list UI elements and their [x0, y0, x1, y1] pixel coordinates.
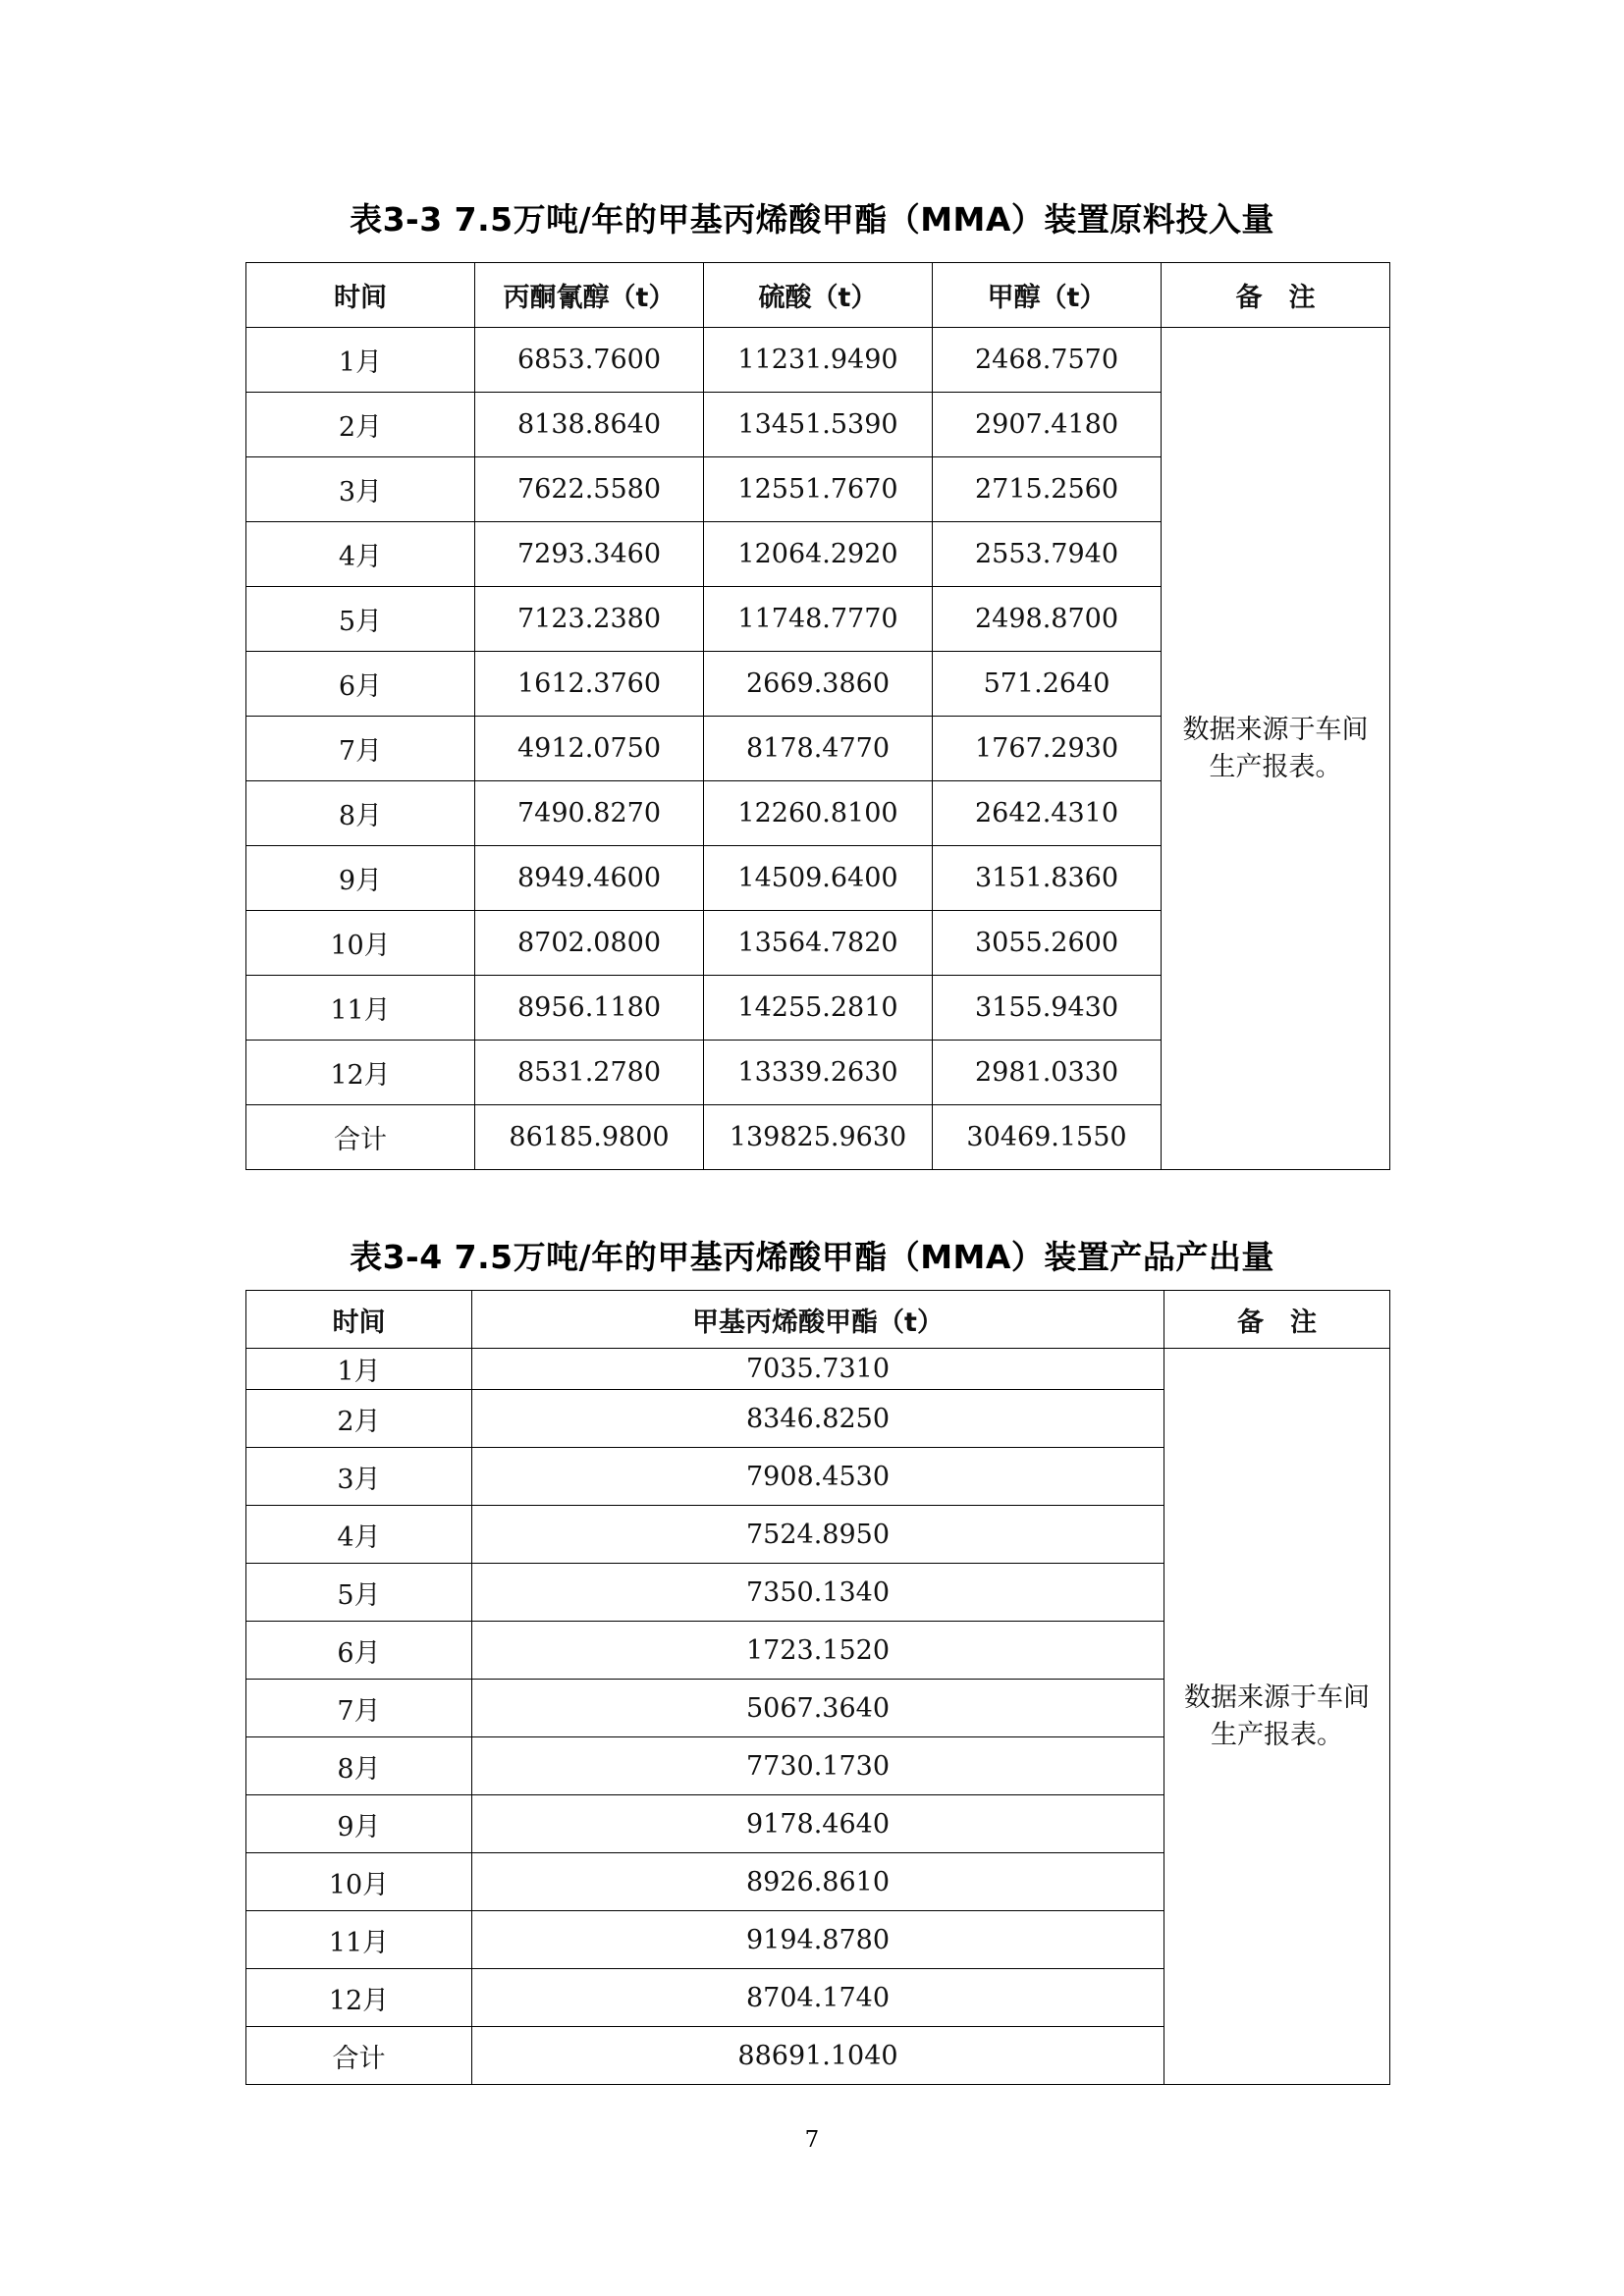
raw-material-input-table	[245, 262, 1390, 1170]
sulfuric-acid-cell: 11231.9490	[704, 328, 933, 393]
header-methanol: 甲醇（t）	[933, 263, 1162, 328]
methanol-cell: 2498.8700	[933, 587, 1162, 652]
sulfuric-acid-cell: 13451.5390	[704, 393, 933, 457]
methanol-cell: 3151.8360	[933, 846, 1162, 911]
sulfuric-acid-cell: 13564.7820	[704, 911, 933, 976]
header-mma: 甲基丙烯酸甲酯（t）	[472, 1291, 1164, 1349]
acetone-cyanohydrin-cell: 8949.4600	[475, 846, 704, 911]
methanol-cell: 30469.1550	[933, 1105, 1162, 1170]
header-acetone-cyanohydrin: 丙酮氰醇（t）	[475, 263, 704, 328]
methanol-cell: 3055.2600	[933, 911, 1162, 976]
mma-output-cell: 7035.7310	[472, 1349, 1164, 1390]
acetone-cyanohydrin-cell: 86185.9800	[475, 1105, 704, 1170]
methanol-cell: 3155.9430	[933, 976, 1162, 1041]
sulfuric-acid-cell: 12260.8100	[704, 781, 933, 846]
month-cell: 8月	[246, 1737, 472, 1795]
month-cell: 7月	[246, 717, 475, 781]
month-cell: 合计	[246, 1105, 475, 1170]
month-cell: 11月	[246, 976, 475, 1041]
methanol-cell: 1767.2930	[933, 717, 1162, 781]
acetone-cyanohydrin-cell: 6853.7600	[475, 328, 704, 393]
month-cell: 9月	[246, 846, 475, 911]
mma-output-cell: 8926.8610	[472, 1853, 1164, 1911]
header-time: 时间	[246, 1291, 472, 1349]
remarks-note: 数据来源于车间生产报表。	[1164, 1349, 1390, 2085]
month-cell: 4月	[246, 522, 475, 587]
month-cell: 3月	[246, 1448, 472, 1506]
acetone-cyanohydrin-cell: 1612.3760	[475, 652, 704, 717]
sulfuric-acid-cell: 12064.2920	[704, 522, 933, 587]
month-cell: 6月	[246, 1622, 472, 1680]
methanol-cell: 2553.7940	[933, 522, 1162, 587]
month-cell: 合计	[246, 2027, 472, 2085]
month-cell: 7月	[246, 1680, 472, 1737]
sulfuric-acid-cell: 8178.4770	[704, 717, 933, 781]
mma-output-cell: 7350.1340	[472, 1564, 1164, 1622]
sulfuric-acid-cell: 12551.7670	[704, 457, 933, 522]
page-number: 7	[804, 2127, 820, 2153]
methanol-cell: 2981.0330	[933, 1041, 1162, 1105]
mma-output-cell: 5067.3640	[472, 1680, 1164, 1737]
sulfuric-acid-cell: 139825.9630	[704, 1105, 933, 1170]
month-cell: 1月	[246, 328, 475, 393]
header-remarks: 备 注	[1164, 1291, 1390, 1349]
mma-output-cell: 7908.4530	[472, 1448, 1164, 1506]
methanol-cell: 2642.4310	[933, 781, 1162, 846]
month-cell: 9月	[246, 1795, 472, 1853]
acetone-cyanohydrin-cell: 8138.8640	[475, 393, 704, 457]
table-row	[246, 1349, 1390, 1390]
table-3-3-title: 表3-3 7.5万吨/年的甲基丙烯酸甲酯（MMA）装置原料投入量	[350, 200, 1274, 239]
header-time: 时间	[246, 263, 475, 328]
sulfuric-acid-cell: 11748.7770	[704, 587, 933, 652]
sulfuric-acid-cell: 14509.6400	[704, 846, 933, 911]
mma-output-cell: 7524.8950	[472, 1506, 1164, 1564]
methanol-cell: 2468.7570	[933, 328, 1162, 393]
month-cell: 3月	[246, 457, 475, 522]
acetone-cyanohydrin-cell: 7622.5580	[475, 457, 704, 522]
acetone-cyanohydrin-cell: 8531.2780	[475, 1041, 704, 1105]
month-cell: 6月	[246, 652, 475, 717]
mma-output-cell: 8346.8250	[472, 1390, 1164, 1448]
month-cell: 8月	[246, 781, 475, 846]
methanol-cell: 2715.2560	[933, 457, 1162, 522]
methanol-cell: 2907.4180	[933, 393, 1162, 457]
month-cell: 2月	[246, 1390, 472, 1448]
month-cell: 4月	[246, 1506, 472, 1564]
mma-output-cell: 8704.1740	[472, 1969, 1164, 2027]
acetone-cyanohydrin-cell: 7123.2380	[475, 587, 704, 652]
mma-output-cell: 9178.4640	[472, 1795, 1164, 1853]
month-cell: 1月	[246, 1349, 472, 1390]
remarks-note: 数据来源于车间生产报表。	[1162, 328, 1390, 1170]
sulfuric-acid-cell: 13339.2630	[704, 1041, 933, 1105]
header-remarks: 备 注	[1162, 263, 1390, 328]
mma-output-cell: 9194.8780	[472, 1911, 1164, 1969]
sulfuric-acid-cell: 2669.3860	[704, 652, 933, 717]
month-cell: 5月	[246, 587, 475, 652]
month-cell: 12月	[246, 1969, 472, 2027]
table-header-row	[246, 1291, 1390, 1349]
acetone-cyanohydrin-cell: 8956.1180	[475, 976, 704, 1041]
mma-output-cell: 7730.1730	[472, 1737, 1164, 1795]
table-header-row	[246, 263, 1390, 328]
month-cell: 5月	[246, 1564, 472, 1622]
acetone-cyanohydrin-cell: 8702.0800	[475, 911, 704, 976]
header-sulfuric-acid: 硫酸（t）	[704, 263, 933, 328]
acetone-cyanohydrin-cell: 4912.0750	[475, 717, 704, 781]
table-row	[246, 328, 1390, 393]
table-3-4-title: 表3-4 7.5万吨/年的甲基丙烯酸甲酯（MMA）装置产品产出量	[350, 1238, 1274, 1276]
month-cell: 12月	[246, 1041, 475, 1105]
product-output-table	[245, 1290, 1390, 2085]
month-cell: 10月	[246, 911, 475, 976]
acetone-cyanohydrin-cell: 7293.3460	[475, 522, 704, 587]
mma-output-cell: 88691.1040	[472, 2027, 1164, 2085]
month-cell: 2月	[246, 393, 475, 457]
month-cell: 11月	[246, 1911, 472, 1969]
methanol-cell: 571.2640	[933, 652, 1162, 717]
sulfuric-acid-cell: 14255.2810	[704, 976, 933, 1041]
mma-output-cell: 1723.1520	[472, 1622, 1164, 1680]
acetone-cyanohydrin-cell: 7490.8270	[475, 781, 704, 846]
month-cell: 10月	[246, 1853, 472, 1911]
